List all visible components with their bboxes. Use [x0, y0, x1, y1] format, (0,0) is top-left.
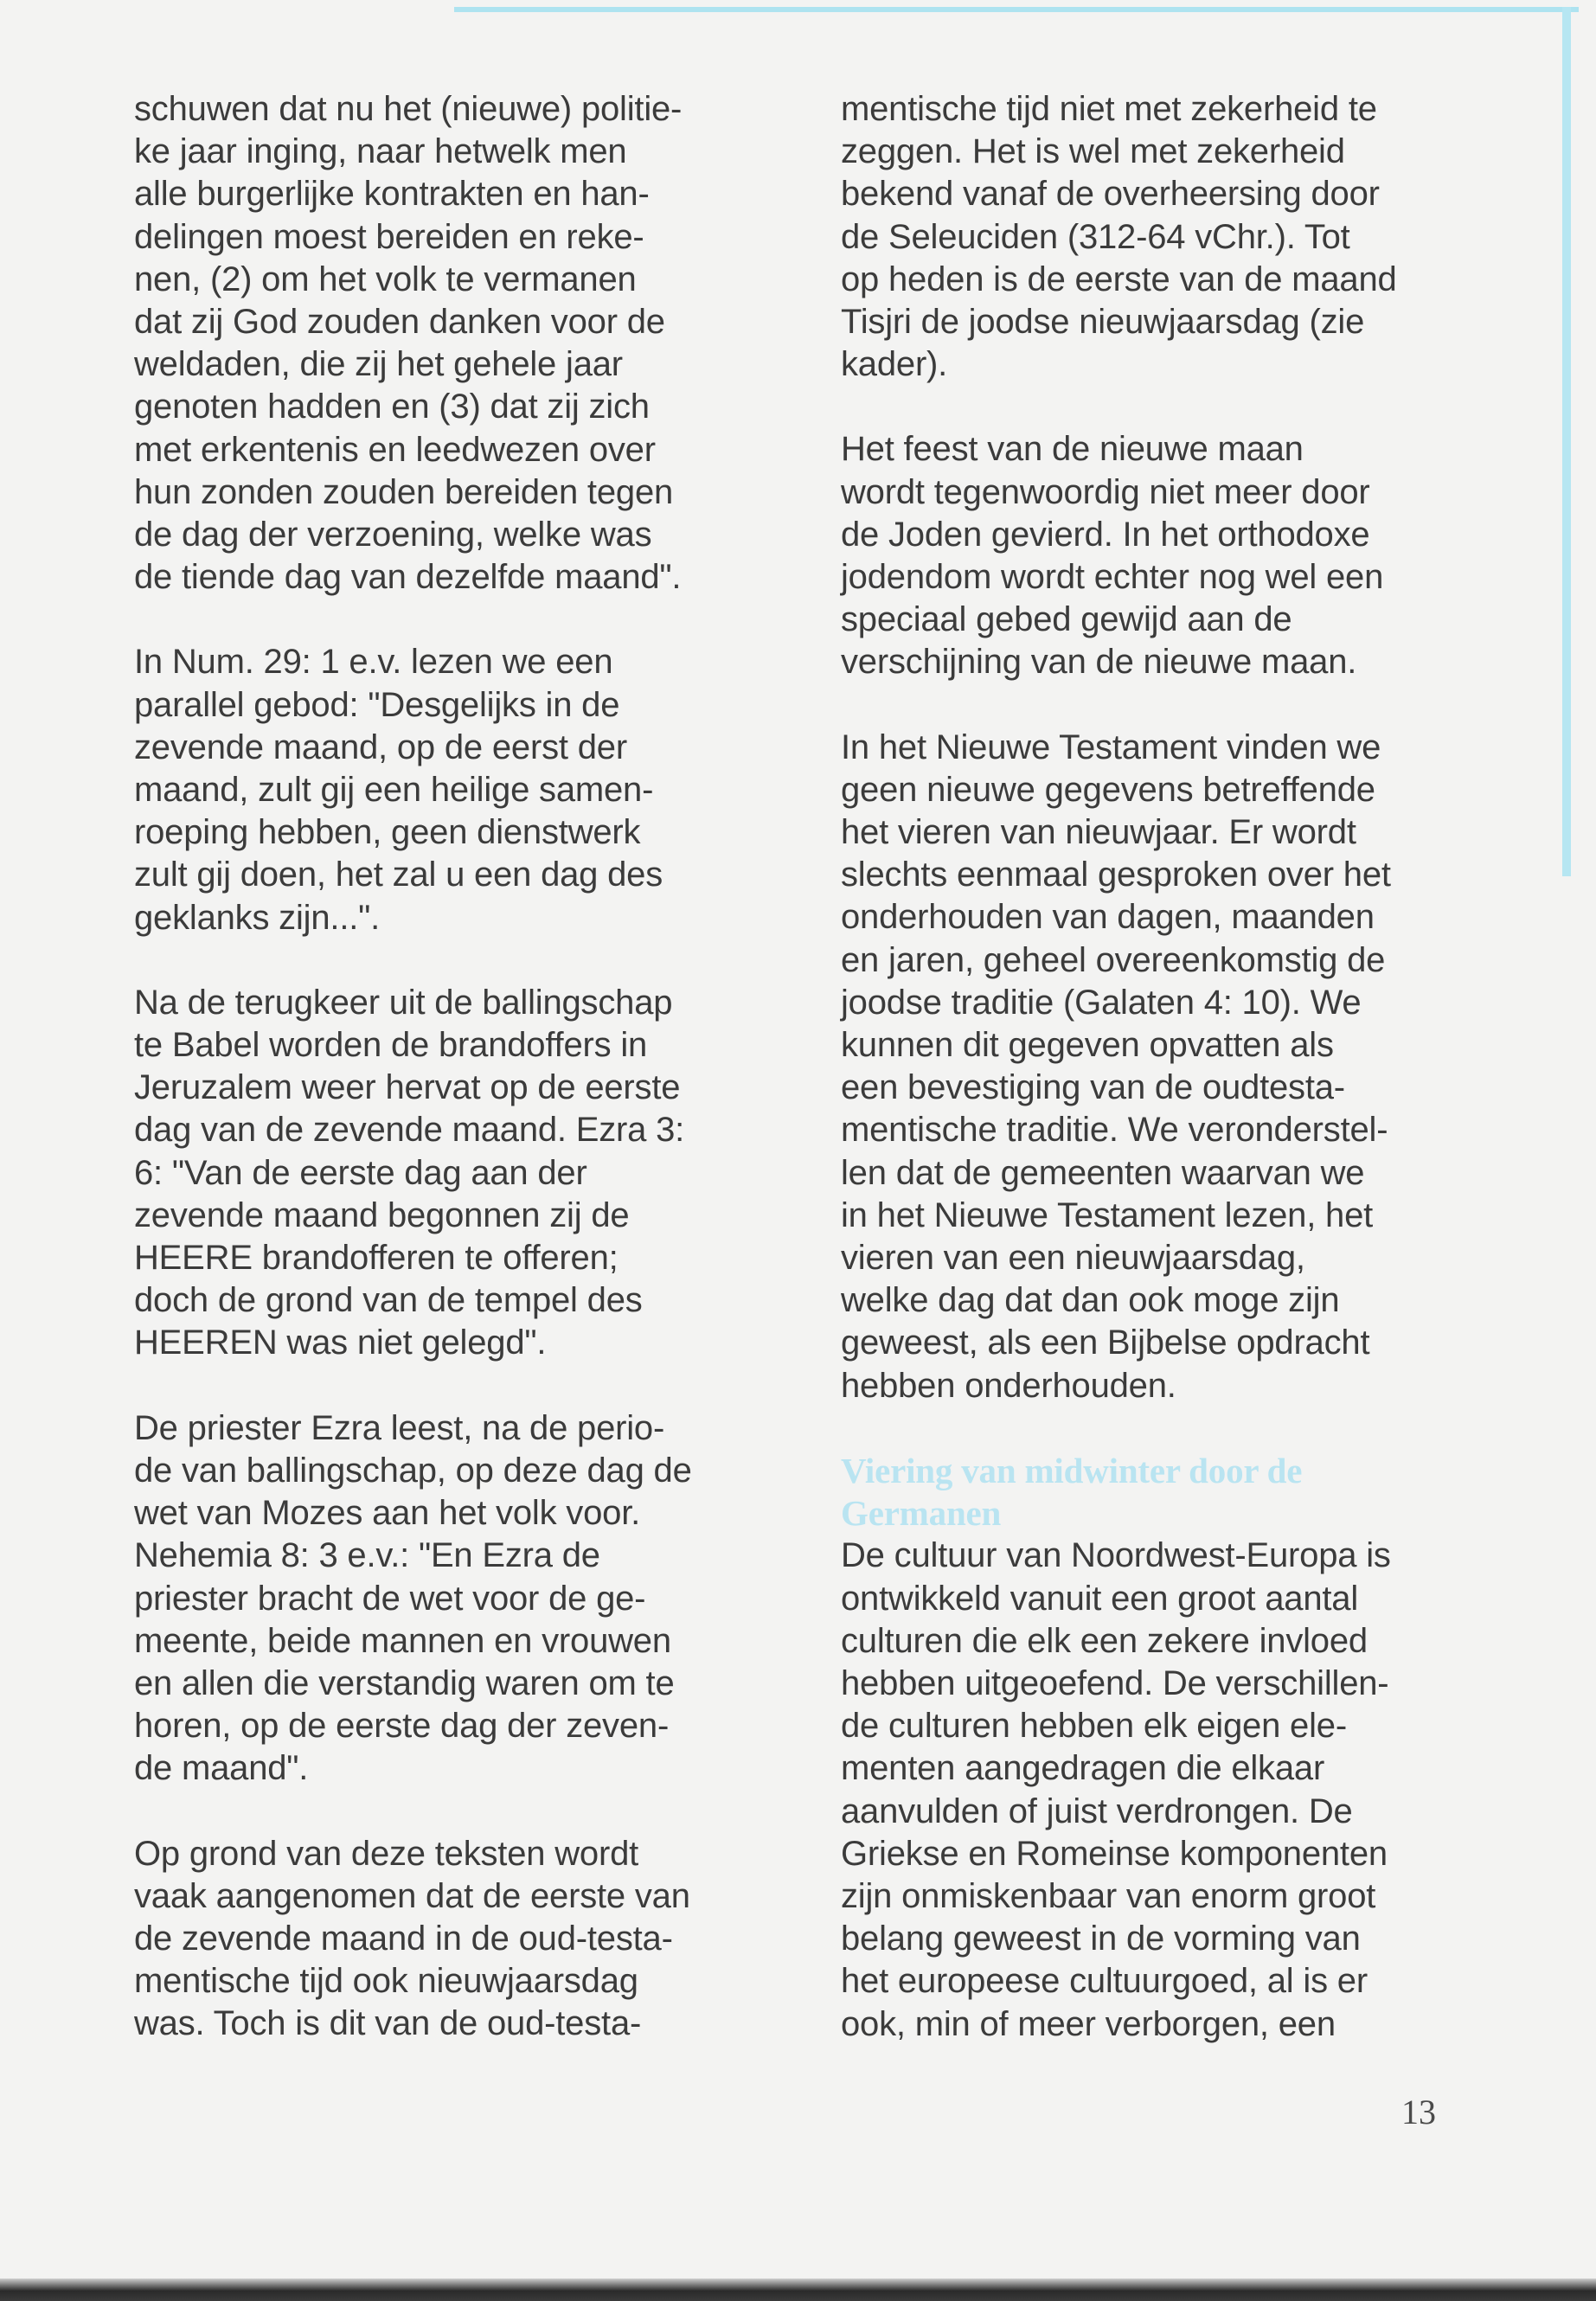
text-line: hun zonden zouden bereiden tegen: [134, 472, 674, 511]
text-line: menten aangedragen die elkaar: [841, 1749, 1325, 1788]
text-line: de Joden gevierd. In het orthodoxe: [841, 515, 1370, 554]
text-line: onderhouden van dagen, maanden: [841, 898, 1375, 937]
text-line: hebben onderhouden.: [841, 1366, 1176, 1405]
text-line: de Seleuciden (312-64 vChr.). Tot: [841, 217, 1350, 256]
text-line: welke dag dat dan ook moge zijn: [841, 1281, 1340, 1320]
text-line: de dag der verzoening, welke was: [134, 516, 652, 554]
text-line: parallel gebod: "Desgelijks in de: [134, 685, 620, 724]
text-line: priester bracht de wet voor de ge-: [134, 1579, 646, 1618]
paragraph: [134, 1833, 757, 2046]
text-line: jodendom wordt echter nog wel een: [841, 558, 1384, 597]
paragraph: [134, 982, 757, 1365]
page-number: 13: [1401, 2093, 1436, 2131]
cyan-top-border: [454, 7, 1579, 12]
text-line: vaak aangenomen dat de eerste van: [134, 1876, 690, 1915]
text-line: bekend vanaf de overheersing door: [841, 175, 1380, 214]
text-line: De cultuur van Noordwest-Europa is: [841, 1536, 1391, 1575]
text-line: schuwen dat nu het (nieuwe) politie-: [134, 90, 683, 128]
right-column: [841, 88, 1464, 2088]
paragraph: [841, 1535, 1464, 2045]
cyan-right-border: [1562, 7, 1571, 876]
text-line: Jeruzalem weer hervat op de eerste: [134, 1068, 681, 1107]
text-line: wet van Mozes aan het volk voor.: [134, 1494, 641, 1533]
text-line: de van ballingschap, op deze dag de: [134, 1451, 692, 1490]
text-line: mentische tijd ook nieuwjaarsdag: [134, 1962, 638, 2001]
section-heading: [841, 1450, 1464, 1535]
text-line: len dat de gemeenten waarvan we: [841, 1153, 1365, 1192]
paragraph: [841, 727, 1464, 1407]
text-line: geweest, als een Bijbelse opdracht: [841, 1324, 1370, 1362]
text-line: speciaal gebed gewijd aan de: [841, 600, 1292, 639]
text-line: nen, (2) om het volk te vermanen: [134, 260, 637, 298]
text-line: Griekse en Romeinse komponenten: [841, 1834, 1388, 1873]
text-line: roeping hebben, geen dienstwerk: [134, 813, 641, 852]
text-line: verschijning van de nieuwe maan.: [841, 643, 1357, 682]
text-line: ook, min of meer verborgen, een: [841, 2004, 1336, 2043]
text-line: ke jaar inging, naar hetwelk men: [134, 132, 627, 171]
text-line: horen, op de eerste dag der zeven-: [134, 1707, 670, 1746]
text-line: genoten hadden en (3) dat zij zich: [134, 388, 650, 426]
paragraph: [134, 88, 757, 599]
text-line: De priester Ezra leest, na de perio-: [134, 1408, 665, 1447]
text-line: mentische tijd niet met zekerheid te: [841, 90, 1377, 128]
text-line: het europeese cultuurgoed, al is er: [841, 1962, 1368, 2001]
text-line: de zevende maand in de oud-testa-: [134, 1919, 673, 1958]
text-line: Op grond van deze teksten wordt: [134, 1834, 639, 1873]
text-line: en jaren, geheel overeenkomstig de: [841, 940, 1386, 979]
text-line: belang geweest in de vorming van: [841, 1920, 1361, 1958]
text-line: en allen die verstandig waren om te: [134, 1663, 675, 1702]
text-line: aanvulden of juist verdrongen. De: [841, 1791, 1353, 1830]
text-line: ontwikkeld vanuit een groot aantal: [841, 1579, 1359, 1618]
text-line: geklanks zijn...".: [134, 898, 381, 937]
text-line: een bevestiging van de oudtesta-: [841, 1068, 1345, 1107]
text-line: weldaden, die zij het gehele jaar: [134, 345, 623, 384]
text-line: delingen moest bereiden en reke-: [134, 217, 644, 256]
text-line: vieren van een nieuwjaarsdag,: [841, 1239, 1305, 1278]
left-column: [134, 88, 757, 2088]
text-line: In het Nieuwe Testament vinden we: [841, 727, 1381, 766]
scan-edge: [0, 2279, 1596, 2301]
text-line: kunnen dit gegeven opvatten als: [841, 1026, 1334, 1065]
text-line: Na de terugkeer uit de ballingschap: [134, 983, 673, 1022]
text-line: Het feest van de nieuwe maan: [841, 430, 1304, 469]
text-line: wordt tegenwoordig niet meer door: [841, 472, 1370, 511]
text-line: zult gij doen, het zal u een dag des: [134, 856, 663, 894]
text-line: Tisjri de joodse nieuwjaarsdag (zie: [841, 303, 1365, 342]
text-line: zevende maand, op de eerst der: [134, 727, 627, 766]
text-line: de culturen hebben elk eigen ele-: [841, 1707, 1347, 1746]
text-line: geen nieuwe gegevens betreffende: [841, 770, 1375, 809]
text-line: alle burgerlijke kontrakten en han-: [134, 175, 650, 214]
text-line: culturen die elk een zekere invloed: [841, 1621, 1368, 1660]
text-line: Nehemia 8: 3 e.v.: "En Ezra de: [134, 1536, 600, 1575]
text-line: zeggen. Het is wel met zekerheid: [841, 132, 1345, 171]
text-line: de tiende dag van dezelfde maand".: [134, 558, 682, 597]
text-line: HEEREN was niet gelegd".: [134, 1324, 547, 1362]
text-line: met erkentenis en leedwezen over: [134, 430, 656, 469]
text-line: te Babel worden de brandoffers in: [134, 1026, 648, 1065]
text-line: mentische traditie. We veronderstel-: [841, 1111, 1388, 1150]
text-line: HEERE brandofferen te offeren;: [134, 1239, 619, 1278]
text-line: zijn onmiskenbaar van enorm groot: [841, 1876, 1376, 1915]
paragraph: [134, 1407, 757, 1791]
text-line: in het Nieuwe Testament lezen, het: [841, 1195, 1374, 1234]
text-line: dag van de zevende maand. Ezra 3:: [134, 1111, 685, 1150]
text-line: slechts eenmaal gesproken over het: [841, 856, 1391, 894]
text-line: het vieren van nieuwjaar. Er wordt: [841, 813, 1356, 852]
text-line: maand, zult gij een heilige samen-: [134, 771, 654, 810]
text-line: meente, beide mannen en vrouwen: [134, 1621, 671, 1660]
heading-line: Germanen: [841, 1493, 1002, 1534]
text-line: dat zij God zouden danken voor de: [134, 303, 665, 342]
paragraph: [841, 428, 1464, 683]
text-line: was. Toch is dit van de oud-testa-: [134, 2004, 642, 2043]
text-line: doch de grond van de tempel des: [134, 1281, 643, 1320]
text-line: hebben uitgeoefend. De verschillen-: [841, 1663, 1389, 1702]
text-line: In Num. 29: 1 e.v. lezen we een: [134, 643, 613, 682]
text-line: 6: "Van de eerste dag aan der: [134, 1153, 587, 1192]
paragraph: [134, 641, 757, 939]
text-line: joodse traditie (Galaten 4: 10). We: [841, 983, 1362, 1022]
text-line: zevende maand begonnen zij de: [134, 1195, 630, 1234]
heading-line: Viering van midwinter door de: [841, 1450, 1303, 1490]
text-line: kader).: [841, 345, 948, 384]
paragraph: [841, 88, 1464, 386]
text-line: op heden is de eerste van de maand: [841, 260, 1397, 298]
text-line: de maand".: [134, 1749, 309, 1788]
